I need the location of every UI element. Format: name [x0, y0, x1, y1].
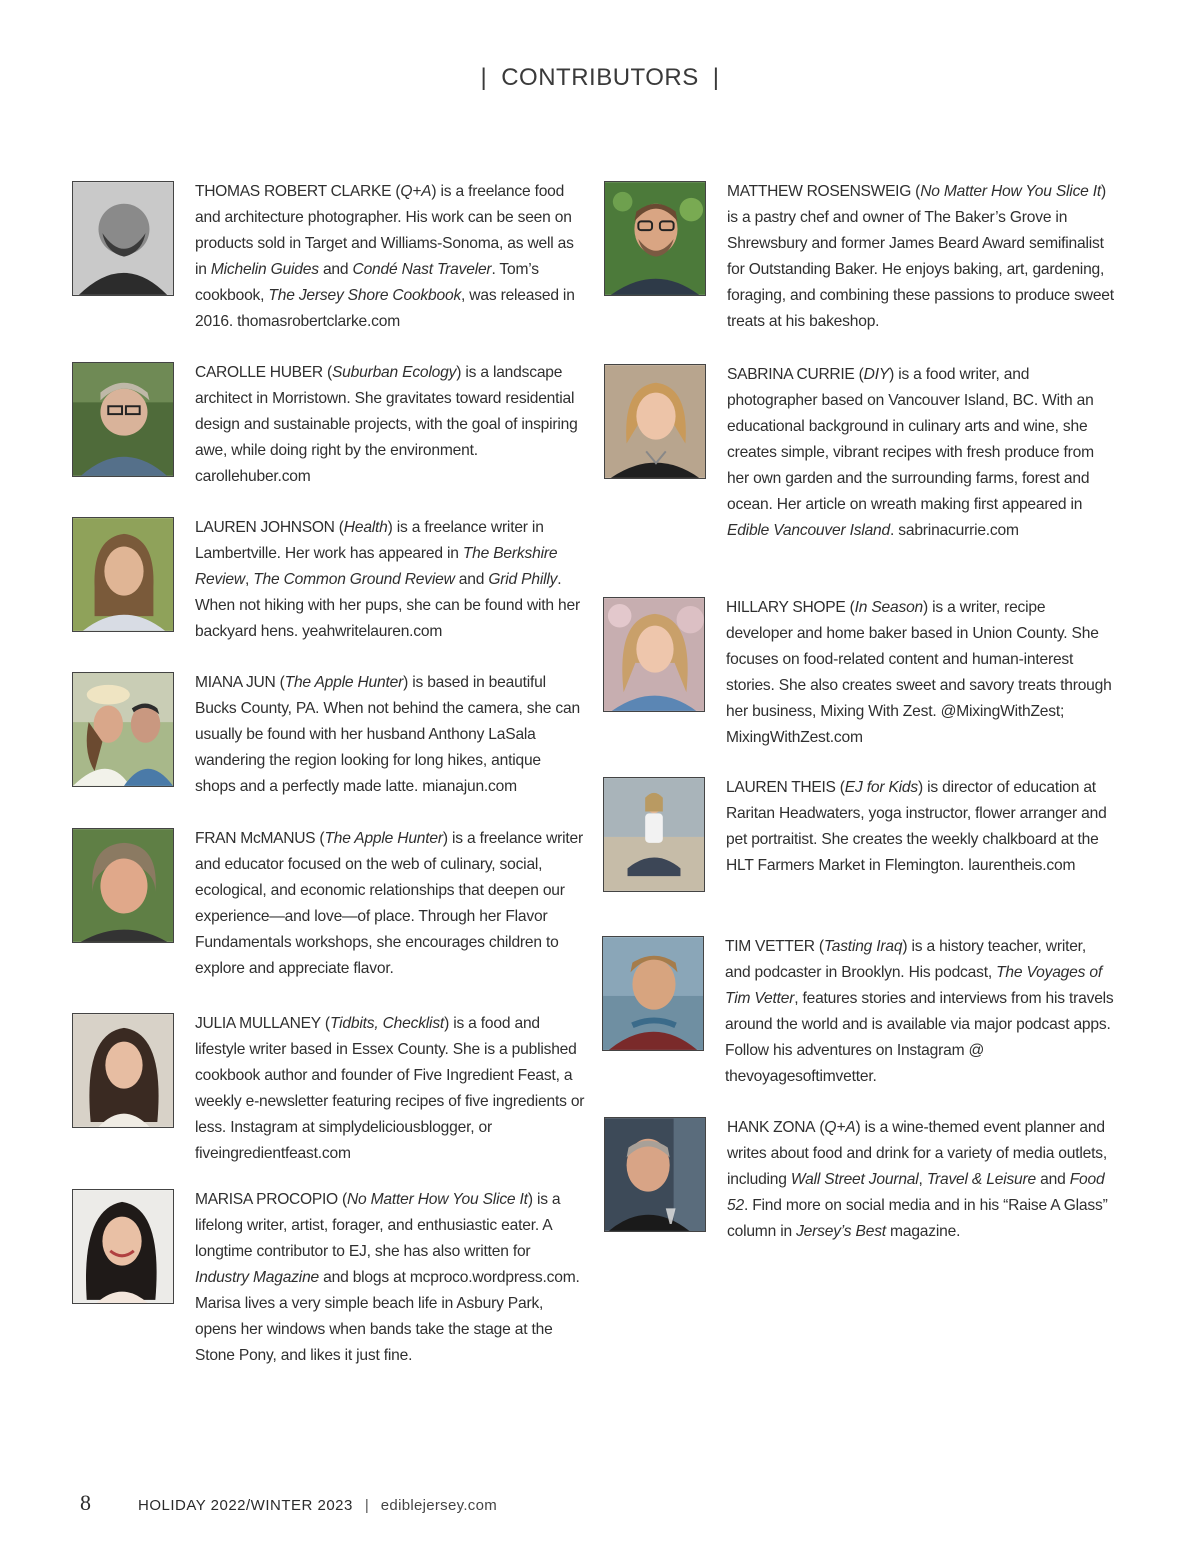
contributor-name: LAUREN THEIS: [726, 779, 836, 796]
bio-text: ) is a freelance writer and educator focused on the web of culinary, social, ecological, and economic relationships that deepen our experience—and love—of place. Through her Flavor Fundamentals workshops, she encourages children to explore and appreciate flavor.: [195, 830, 584, 977]
contributor-name: HILLARY SHOPE: [726, 599, 846, 616]
bio-text: . When not hiking with her pups, she can be found with her backyard hens. yeahwritelauren.com: [195, 571, 580, 640]
publication-title: Wall Street Journal: [790, 1171, 919, 1188]
contributor-name: MIANA JUN: [195, 674, 276, 691]
contributor-photo: [72, 181, 174, 296]
publication-title: Condé Nast Traveler: [352, 261, 492, 278]
bio-text: (: [814, 938, 824, 955]
contributor-name: MATTHEW ROSENSWEIG: [727, 183, 912, 200]
contributor-photo: [72, 1189, 174, 1304]
site-link[interactable]: ediblejersey.com: [380, 1497, 498, 1514]
contributor-photo: [604, 364, 706, 479]
bio-text: . Find more on social media and in his “Raise A Glass” column in: [727, 1197, 1108, 1240]
bio-text: ) is a freelance writer in Lambertville. Her work has appeared in: [195, 519, 544, 562]
bio-text: ) is a freelance food and architecture photographer. His work can be seen on products sold in Target and Williams-Sonoma, as well as in: [195, 183, 574, 278]
publication-title: Q+A: [400, 183, 432, 200]
bio-text: and: [318, 261, 353, 278]
contributor-bio: [195, 1011, 585, 1167]
bio-text: ) is a history teacher, writer, and podcaster in Brooklyn. His podcast,: [725, 938, 1086, 981]
bio-text: , features stories and interviews from his travels around the world and is available via major podcast apps. Follow his adventures on Instagram @ thevoyagesoftimvetter.: [725, 990, 1114, 1085]
bio-text: ) is a food and lifestyle writer based in Essex County. She is a published cookbook author and founder of Five Ingredient Feast, a weekly e-newsletter featuring recipes of five ingredients or less. Instagram at simplydeliciousblogger, or fiveingredientfeast.com: [195, 1015, 585, 1162]
bio-text: (: [845, 599, 855, 616]
bio-text: ) is director of education at Raritan Headwaters, yoga instructor, flower arranger and pet portraitist. She creates the weekly chalkboard at the HLT Farmers Market in Flemington. laurentheis.com: [726, 779, 1107, 874]
contributor-bio: [726, 595, 1116, 751]
contributor-name: CAROLLE HUBER: [195, 364, 323, 381]
bio-text: (: [911, 183, 921, 200]
contributor-bio: [195, 515, 585, 645]
publication-title: The Jersey Shore Cookbook: [268, 287, 462, 304]
contributor-name: THOMAS ROBERT CLARKE: [195, 183, 392, 200]
publication-title: Food 52: [727, 1171, 1105, 1214]
bio-text: (: [275, 674, 285, 691]
contributor-bio: [195, 670, 585, 800]
publication-title: No Matter How You Slice It: [920, 183, 1102, 200]
bio-text: (: [835, 779, 845, 796]
bio-text: and blogs at mcproco.wordpress.com. Marisa lives a very simple beach life in Asbury Park, opens her windows when bands take the stage at the Stone Pony, and likes it just fine.: [195, 1269, 580, 1364]
bio-text: (: [315, 830, 325, 847]
contributor-photo: [603, 777, 705, 892]
contributor-name: HANK ZONA: [727, 1119, 816, 1136]
contributor-name: LAUREN JOHNSON: [195, 519, 335, 536]
contributor-name: SABRINA CURRIE: [727, 366, 855, 383]
publication-title: Suburban Ecology: [331, 364, 457, 381]
contributor-bio: [195, 179, 585, 335]
page-header: [0, 64, 1200, 92]
bio-text: ) is based in beautiful Bucks County, PA. When not behind the camera, she can usually be found with her husband Anthony LaSala wandering the region looking for long hikes, antique shops and a perfectly made latte. mianajun.com: [195, 674, 580, 795]
contributor-photo: [72, 672, 174, 787]
contributor-bio: [195, 826, 585, 982]
bio-text: (: [854, 366, 864, 383]
contributor-name: JULIA MULLANEY: [195, 1015, 321, 1032]
publication-title: DIY: [863, 366, 890, 383]
bio-text: ) is a food writer, and photographer based on Vancouver Island, BC. With an educational background in culinary arts and wine, she creates simple, vibrant recipes with fresh produce from her own garden and the surrounding farms, forest and ocean. Her article on wreath making first appeared in: [727, 366, 1094, 513]
contributor-name: TIM VETTER: [725, 938, 815, 955]
publication-title: The Voyages of Tim Vetter: [725, 964, 1102, 1007]
publication-title: EJ for Kids: [844, 779, 918, 796]
publication-title: No Matter How You Slice It: [346, 1191, 528, 1208]
publication-title: Grid Philly: [488, 571, 558, 588]
contributor-photo: [602, 936, 704, 1051]
header-left-bar: |: [480, 64, 488, 91]
bio-text: ) is a wine-themed event planner and writes about food and drink for a variety of media outlets, including: [727, 1119, 1107, 1188]
page-footer: [80, 1490, 497, 1516]
publication-title: Travel & Leisure: [926, 1171, 1036, 1188]
publication-title: Q+A: [824, 1119, 856, 1136]
contributor-photo: [72, 362, 174, 477]
bio-text: and: [1036, 1171, 1070, 1188]
publication-title: Tasting Iraq: [823, 938, 903, 955]
bio-text: (: [815, 1119, 825, 1136]
publication-title: Edible Vancouver Island: [727, 522, 890, 539]
publication-title: Michelin Guides: [210, 261, 319, 278]
contributor-photo: [72, 517, 174, 632]
bio-text: (: [322, 364, 332, 381]
publication-title: The Apple Hunter: [324, 830, 443, 847]
bio-text: magazine.: [885, 1223, 961, 1240]
bio-text: ) is a lifelong writer, artist, forager, and enthusiastic eater. A longtime contributor to EJ, she has also written for: [195, 1191, 561, 1260]
contributor-photo: [604, 181, 706, 296]
publication-title: Tidbits, Checklist: [329, 1015, 445, 1032]
publication-title: Industry Magazine: [195, 1269, 320, 1286]
page-title: CONTRIBUTORS: [501, 64, 699, 91]
bio-text: ) is a pastry chef and owner of The Baker’s Grove in Shrewsbury and former James Beard Award semifinalist for Outstanding Baker. He enjoys baking, art, gardening, foraging, and combining these passions to produce sweet treats at his bakeshop.: [727, 183, 1114, 330]
contributor-name: FRAN McMANUS: [195, 830, 316, 847]
publication-title: Jersey’s Best: [796, 1223, 886, 1240]
contributor-name: MARISA PROCOPIO: [195, 1191, 338, 1208]
bio-text: (: [320, 1015, 330, 1032]
bio-text: ) is a writer, recipe developer and home baker based in Union County. She focuses on food-related content and human-interest stories. She also creates sweet and savory treats through her business, Mixing With Zest. @MixingWithZest; MixingWithZest.com: [726, 599, 1112, 746]
bio-text: ) is a landscape architect in Morristown. She gravitates toward residential design and sustainable projects, with the goal of inspiring awe, while doing right by the environment. carollehuber.com: [195, 364, 578, 485]
contributor-photo: [603, 597, 705, 712]
publication-title: The Berkshire Review: [195, 545, 558, 588]
contributor-bio: [195, 1187, 585, 1369]
bio-text: . Tom’s cookbook,: [195, 261, 539, 304]
publication-title: The Common Ground Review: [253, 571, 455, 588]
issue-label: HOLIDAY 2022/WINTER 2023: [138, 1497, 353, 1514]
bio-text: ,: [244, 571, 254, 588]
bio-text: (: [391, 183, 401, 200]
contributor-bio: [727, 1115, 1117, 1245]
contributor-bio: [195, 360, 585, 490]
bio-text: (: [337, 1191, 347, 1208]
footer-separator: |: [364, 1497, 369, 1514]
contributor-photo: [604, 1117, 706, 1232]
contributor-bio: [727, 362, 1117, 544]
bio-text: (: [334, 519, 344, 536]
contributor-bio: [727, 179, 1117, 335]
bio-text: and: [454, 571, 489, 588]
bio-text: ,: [918, 1171, 927, 1188]
publication-title: In Season: [854, 599, 924, 616]
bio-text: . sabrinacurrie.com: [890, 522, 1019, 539]
publication-title: The Apple Hunter: [284, 674, 404, 691]
bio-text: , was released in 2016. thomasrobertclarke.com: [195, 287, 575, 330]
contributor-bio: [726, 775, 1116, 879]
contributor-photo: [72, 1013, 174, 1128]
contributor-bio: [725, 934, 1115, 1090]
contributor-photo: [72, 828, 174, 943]
page-number: 8: [80, 1490, 91, 1515]
header-right-bar: |: [712, 64, 720, 91]
publication-title: Health: [343, 519, 388, 536]
